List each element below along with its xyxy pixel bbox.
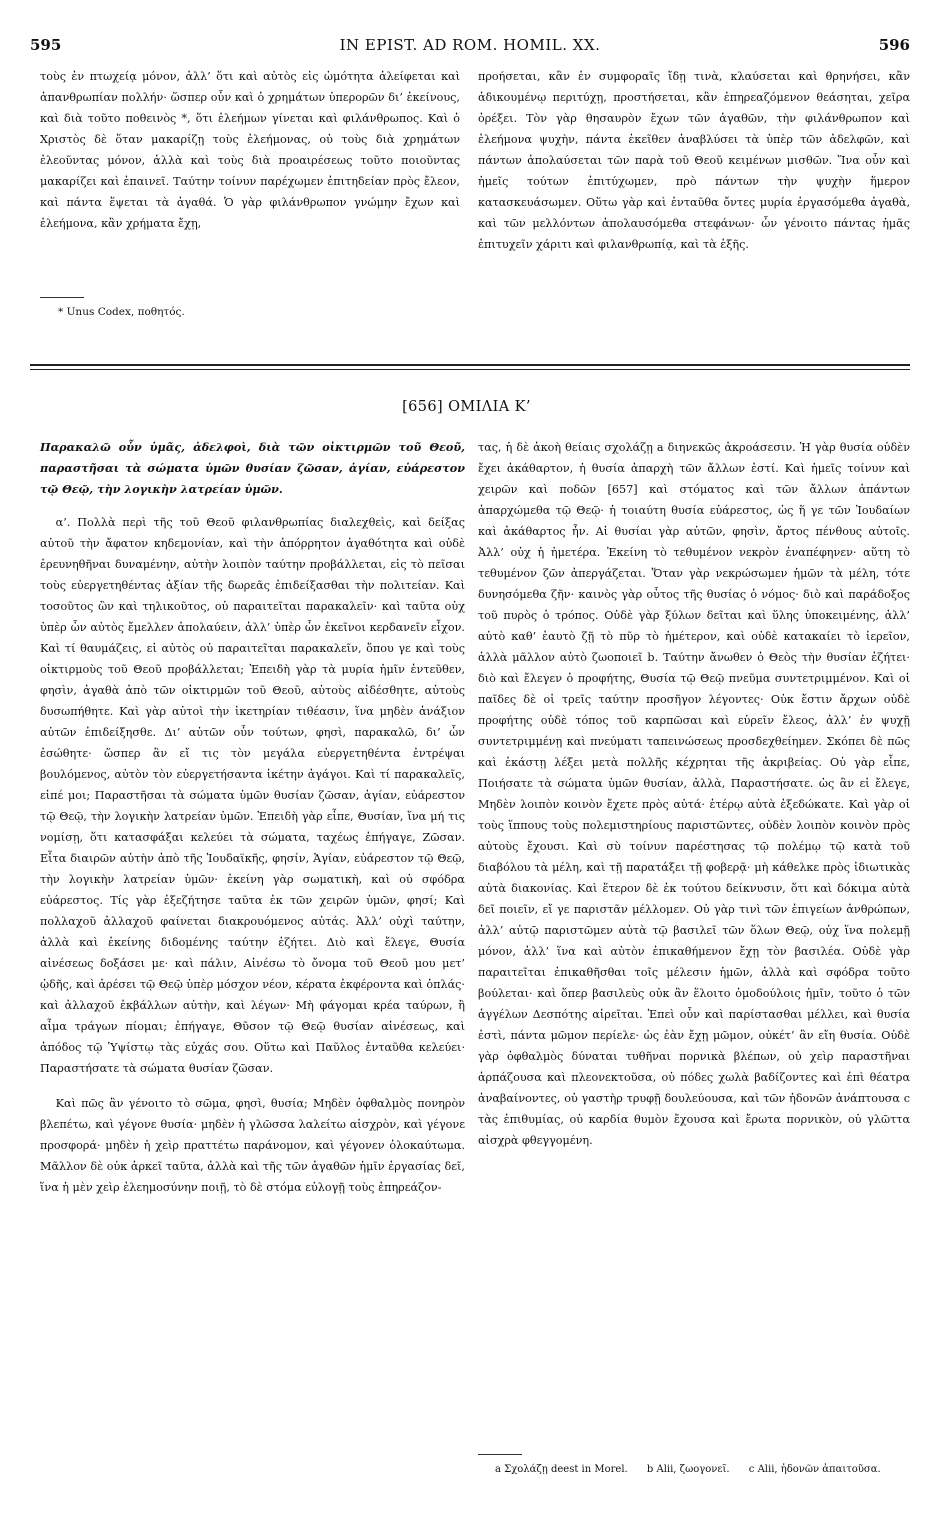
right-page-number: 596 — [878, 36, 910, 54]
footnote-b: b Alii, ζωογονεῖ. — [646, 1464, 730, 1475]
body-right-paragraph: τας, ἡ δὲ ἀκοὴ θείαις σχολάζῃ a διηνεκῶς ἀκροάσεσιν. Ἡ γὰρ θυσία οὐδὲν ἔχει ἀκάθαρτον, ἡ θυσία ἀπαρχὴ τῶν ἄλλων ἐστί. Καὶ ἡμεῖς τοίνυν καὶ χειρῶν καὶ ποδῶν [657] καὶ στόματος καὶ τῶν ἄλλων ἁπάντων ἀπαρχώμεθα τῷ Θεῷ· ἡ τοιαύτη θυσία εὐάρεστος, ὡς ἥ γε τῶν Ἰουδαίων καὶ ἀκάθαρτος ἦν. Αἱ θυσίαι γὰρ αὐτῶν, φησὶν, ἄρτος πένθους αὐτοῖς. Ἀλλ’ οὐχ ἡ ἡμετέρα. Ἐκείνη τὸ τεθυμένον νεκρὸν ἐναπέφηνεν· αὕτη τὸ τεθυμένον ζῶν ἀπεργάζεται. Ὅταν γὰρ νεκρώσωμεν ἡμῶν τὰ μέλη, τότε δυνησόμεθα ζῆν· καινὸς γὰρ οὗτος τῆς θυσίας ὁ νόμος· διὸ καὶ παράδοξος τοῦ πυρὸς ὁ τρόπος. Οὐδὲ γὰρ ξύλων δεῖται καὶ ὕλης ὑποκειμένης, ἀλλ’ αὐτὸ καθ’ ἑαυτὸ ζῇ τὸ πῦρ τὸ ἡμέτερον, καὶ οὐδὲ κατακαίει τὸ ἱερεῖον, ἀλλὰ μᾶλλον αὐτὸ ζωοποιεῖ b. Ταύτην ἄνωθεν ὁ Θεὸς τὴν θυσίαν ἐζήτει· διὸ καὶ ἔλεγεν ὁ προφήτης, Θυσία τῷ Θεῷ πνεῦμα συντετριμμένον. Καὶ οἱ παῖδες δὲ οἱ τρεῖς ταύτην προσῆγον λέγοντες· Οὐκ ἔστιν ἄρχων οὐδὲ προφήτης οὐδὲ τόπος τοῦ καρπῶσαι καὶ εὑρεῖν ἔλεος, ἀλλ’ ἐν ψυχῇ συντετριμμένῃ καὶ πνεύματι ταπεινώσεως προσδεχθείημεν. Σκόπει δὲ πῶς καὶ ἑκάστῃ λέξει μετὰ πολλῆς κέχρηται τῆς ἀκριβείας. Οὐ γὰρ εἶπε, Ποιήσατε τὰ σώματα ὑμῶν θυσίαν, ἀλλὰ, Παραστήσατε. ὡς ἂν εἰ ἔλεγε, Μηδὲν λοιπὸν κοινὸν ἔχετε πρὸς αὐτά· ἑτέρῳ αὐτὰ ἐξεδώκατε. Καὶ γὰρ οἱ τοὺς ἵππους τοὺς πολεμιστηρίους παριστῶντες, οὐδὲν λοιπὸν κοινὸν πρὸς αὐτοὺς ἔχουσι. Καὶ σὺ τοίνυν παρέστησας τῷ πολέμῳ τῷ κατὰ τοῦ διαβόλου τὰ μέλη, καὶ τῇ παρατάξει τῇ φοβερᾷ· μὴ κάθελκε πρὸς ἰδιωτικὰς αὐτὰ διακονίας. Καὶ ἕτερον δὲ ἐκ τούτου δείκνυσιν, ὅτι καὶ δόκιμα αὐτὰ δεῖ ποιεῖν, εἴ γε παριστᾶν μέλλομεν. Οὐ γὰρ τινὶ τῶν ἐπιγείων ἀνθρώπων, ἀλλ’ αὐτῷ παριστῶμεν αὐτὰ τῷ βασιλεῖ τῶν ὅλων Θεῷ, οὐχ ἵνα πολεμῇ μόνον, ἀλλ’ ἵνα καὶ αὐτὸν ἐπικαθήμενον ἔχῃ τὸν βασιλέα. Οὐδὲ γὰρ παραιτεῖται ἐπικαθῆσθαι τοῖς μέλεσιν ἡμῶν, ἀλλὰ καὶ σφόδρα τοῦτο βούλεται· καὶ ὅπερ βασιλεὺς οὐκ ἂν ἕλοιτο ὁμοδούλοις ἡμῖν, τοῦτο ὁ τῶν ἀγγέλων Δεσπότης αἱρεῖται. Ἐπεὶ οὖν καὶ παρίστασθαι μέλλει, καὶ θυσία ἐστὶ, πάντα μῶμον περίελε· ὡς ἐὰν ἔχῃ μῶμον, οὐκέτ’ ἂν εἴη θυσία. Οὐδὲ γὰρ ὀφθαλμὸς δύναται τυθῆναι πορνικὰ βλέπων, οὐ χεὶρ παραστῆναι ἁρπάζουσα καὶ πλεονεκτοῦσα, οὐ πόδες χωλὰ βαδίζοντες καὶ ἐπὶ θέατρα ἀναβαίνοντες, οὐ γαστὴρ τρυφῇ δουλεύουσα, καὶ τῶν ἡδονῶν ἀνάπτουσα c τὰς ἐπιθυμίας, οὐ καρδία θυμὸν ἔχουσα καὶ ἔρωτα πορνικὸν, οὐ γλῶττα αἰσχρὰ φθεγγομένη. — [478, 441, 910, 1147]
homily-title: [656] ΟΜΙΛΙΑ Κ’ — [402, 399, 531, 415]
left-page-number: 595 — [30, 36, 62, 54]
footnote-separator — [40, 297, 84, 298]
footnote-c: c Alii, ἡδονῶν ἀπαιτοῦσα. — [748, 1464, 881, 1475]
bottom-left-column — [40, 437, 465, 1198]
footnote-a: a Σχολάζῃ deest in Morel. — [495, 1464, 628, 1475]
body-left-paragraph-1: α’. Πολλὰ περὶ τῆς τοῦ Θεοῦ φιλανθρωπίας διαλεχθεὶς, καὶ δείξας αὐτοῦ τὴν ἄφατον κηδεμονίαν, καὶ τὴν ἀπόρρητον ἀγαθότητα καὶ οὐδὲ ἐρευνηθῆναι δυναμένην, αὐτὴν λοιπὸν ταύτην προβάλλεται, εἰς τὸ πεῖσαι τοὺς εὐεργετηθέντας ἀξίαν τῆς δωρεᾶς ἐπιδείξασθαι τὴν πολιτείαν. Καὶ τοσοῦτος ὢν καὶ τηλικοῦτος, οὐ παραιτεῖται παρακαλεῖν· καὶ ταῦτα οὐχ ὑπὲρ ὧν αὐτὸς ἔμελλεν ἀπολαύειν, ἀλλ’ ὑπὲρ ὧν ἐκεῖνοι κερδανεῖν εἶχον. Καὶ τί θαυμάζεις, εἰ αὐτὸς οὐ παραιτεῖται παρακαλεῖν, ὅπου γε καὶ τοὺς οἰκτιρμοὺς τοῦ Θεοῦ προβάλλεται; Ἐπειδὴ γὰρ τὰ μυρία ἡμῖν ἐντεῦθεν, φησὶν, ἀγαθὰ ἀπὸ τῶν οἰκτιρμῶν τοῦ Θεοῦ, αὐτοὺς αἰδέσθητε, αὐτοὺς δυσωπήθητε. Καὶ γὰρ αὐτοὶ τὴν ἱκετηρίαν τιθέασιν, ἵνα μηδὲν ἀνάξιον αὐτῶν ἐπιδείξησθε. Δι’ αὐτῶν οὖν τούτων, φησὶ, παρακαλῶ, δι’ ὧν ἐσώθητε· ὥσπερ ἂν εἴ τις τὸν μεγάλα εὐεργετηθέντα ἐντρέψαι βουλόμενος, αὐτὸν τὸν εὐεργετήσαντα ἱκέτην ἀγάγοι. Καὶ τί παρακαλεῖς, εἰπέ μοι; Παραστῆσαι τὰ σώματα ὑμῶν θυσίαν ζῶσαν, ἁγίαν, εὐάρεστον τῷ Θεῷ, τὴν λογικὴν λατρείαν ὑμῶν. Ἐπειδὴ γὰρ εἶπε, Θυσίαν, ἵνα μή τις νομίσῃ, ὅτι κατασφάξαι κελεύει τὰ σώματα, ταχέως ἐπήγαγε, Ζῶσαν. Εἶτα διαιρῶν αὐτὴν ἀπὸ τῆς Ἰουδαϊκῆς, φησίν, Ἁγίαν, εὐάρεστον τῷ Θεῷ, τὴν λογικὴν λατρείαν ὑμῶν· ἐκείνη γὰρ σωματικὴ, καὶ οὐ σφόδρα εὐάρεστος. Τίς γὰρ ἐξεζήτησε ταῦτα ἐκ τῶν χειρῶν ὑμῶν, φησί; Καὶ πολλαχοῦ ἀλλαχοῦ φαίνεται διακρουόμενος αὐτάς. Ἀλλ’ οὐχὶ ταύτην, ἀλλὰ καὶ ἐκείνης διδομένης ταύτην ἐζήτει. Διὸ καὶ ἔλεγε, Θυσία αἰνέσεως δοξάσει με· καὶ πάλιν, Αἰνέσω τὸ ὄνομα τοῦ Θεοῦ μου μετ’ ᾠδῆς, καὶ ἀρέσει τῷ Θεῷ ὑπὲρ μόσχον νέον, κέρατα ἐκφέροντα καὶ ὁπλάς· καὶ ἀλλαχοῦ ἐκβάλλων αὐτὴν, καὶ λέγων· Μὴ φάγομαι κρέα ταύρων, ἢ αἷμα τράγων πίομαι; ἐπήγαγε, Θῦσον τῷ Θεῷ θυσίαν αἰνέσεως, καὶ ἀπόδος τῷ Ὑψίστῳ τὰς εὐχάς σου. Οὕτω καὶ Παῦλος ἐνταῦθα κελεύει· Παραστήσατε τὰ σώματα θυσίαν ζῶσαν. — [40, 516, 465, 1075]
epigraph: Παρακαλῶ οὖν ὑμᾶς, ἀδελφοὶ, διὰ τῶν οἰκτιρμῶν τοῦ Θεοῦ, παραστῆσαι τὰ σώματα ὑμῶν θυσίαν ζῶσαν, ἁγίαν, εὐάρεστον τῷ Θεῷ, τὴν λογικὴν λατρείαν ὑμῶν. — [40, 440, 465, 496]
running-head — [30, 36, 910, 58]
top-footnote: * Unus Codex, ποθητός. — [58, 306, 185, 318]
running-title: IN EPIST. AD ROM. HOMIL. XX. — [339, 36, 601, 54]
top-right-column — [478, 66, 910, 255]
bottom-right-column — [478, 437, 910, 1151]
bottom-footnote-separator — [478, 1454, 522, 1455]
section-rule-thick — [30, 364, 910, 366]
top-right-paragraph: προήσεται, κἂν ἐν συμφοραῖς ἴδῃ τινὰ, κλαύσεται καὶ θρηνήσει, κἂν ἀδικουμένῳ περιτύχῃ, προστήσεται, κἂν ἐπηρεαζόμενον θεάσηται, χεῖρα ὀρέξει. Τὸν γὰρ θησαυρὸν ἔχων τῶν ἀγαθῶν, τὴν φιλάνθρωπον καὶ ἐλεήμονα ψυχὴν, πάντα ἐκεῖθεν ἀναβλύσει τὰ ὑπὲρ τῶν ἀδελφῶν, καὶ πάντων ἀπολαύσεται τῶν παρὰ τοῦ Θεοῦ κειμένων μισθῶν. Ἵνα οὖν καὶ ἡμεῖς τούτων ἐπιτύχωμεν, πρὸ πάντων τὴν ψυχὴν ἥμερον κατασκευάσωμεν. Οὕτω γὰρ καὶ ἐνταῦθα ὄντες μυρία ἐργασόμεθα ἀγαθὰ, καὶ τῶν μελλόντων ἀπολαυσόμεθα στεφάνων· ὧν γένοιτο πάντας ἡμᾶς ἐπιτυχεῖν χάριτι καὶ φιλανθρωπίᾳ, καὶ τὰ ἑξῆς. — [478, 70, 910, 251]
bottom-footnotes — [495, 1462, 910, 1477]
top-left-paragraph: τοὺς ἐν πτωχείᾳ μόνον, ἀλλ’ ὅτι καὶ αὐτὸς εἰς ὠμότητα ἀλείφεται καὶ ἀπανθρωπίαν πολλήν· ὥσπερ οὖν καὶ ὁ χρημάτων ὑπερορῶν δι’ ἐκείνους, καὶ διὰ τοῦτο ποθεινὸς *, ὅτι ἐλεήμων γίνεται καὶ φιλάνθρωπος. Καὶ ὁ Χριστὸς δὲ ὅταν μακαρίζῃ τοὺς ἐλεήμονας, οὐ τοὺς διὰ χρημάτων ἐλεοῦντας μόνον, ἀλλὰ καὶ τοὺς διὰ προαιρέσεως τοῦτο ποιοῦντας μακαρίζει καὶ ἐπαινεῖ. Ταύτην τοίνυν παρέχωμεν ἐπιτηδείαν πρὸς ἔλεον, καὶ πάντα ἕψεται τὰ ἀγαθά. Ὁ γὰρ φιλάνθρωπον γνώμην ἔχων καὶ ἐλεήμονα, κἂν χρήματα ἔχῃ, — [40, 70, 460, 230]
section-rule-thin — [30, 369, 910, 370]
body-left-paragraph-2: Καὶ πῶς ἂν γένοιτο τὸ σῶμα, φησὶ, θυσία; Μηδὲν ὀφθαλμὸς πονηρὸν βλεπέτω, καὶ γέγονε θυσία· μηδὲν ἡ γλῶσσα λαλείτω αἰσχρὸν, καὶ γέγονε προσφορά· μηδὲν ἡ χεὶρ πραττέτω παράνομον, καὶ γέγονεν ὁλοκαύτωμα. Μᾶλλον δὲ οὐκ ἀρκεῖ ταῦτα, ἀλλὰ καὶ τῆς τῶν ἀγαθῶν ἡμῖν ἐργασίας δεῖ, ἵνα ἡ μὲν χεὶρ ἐλεημοσύνην ποιῇ, τὸ δὲ στόμα εὐλογῇ τοὺς ἐπηρεάζον- — [40, 1097, 465, 1194]
top-left-column — [40, 66, 460, 234]
